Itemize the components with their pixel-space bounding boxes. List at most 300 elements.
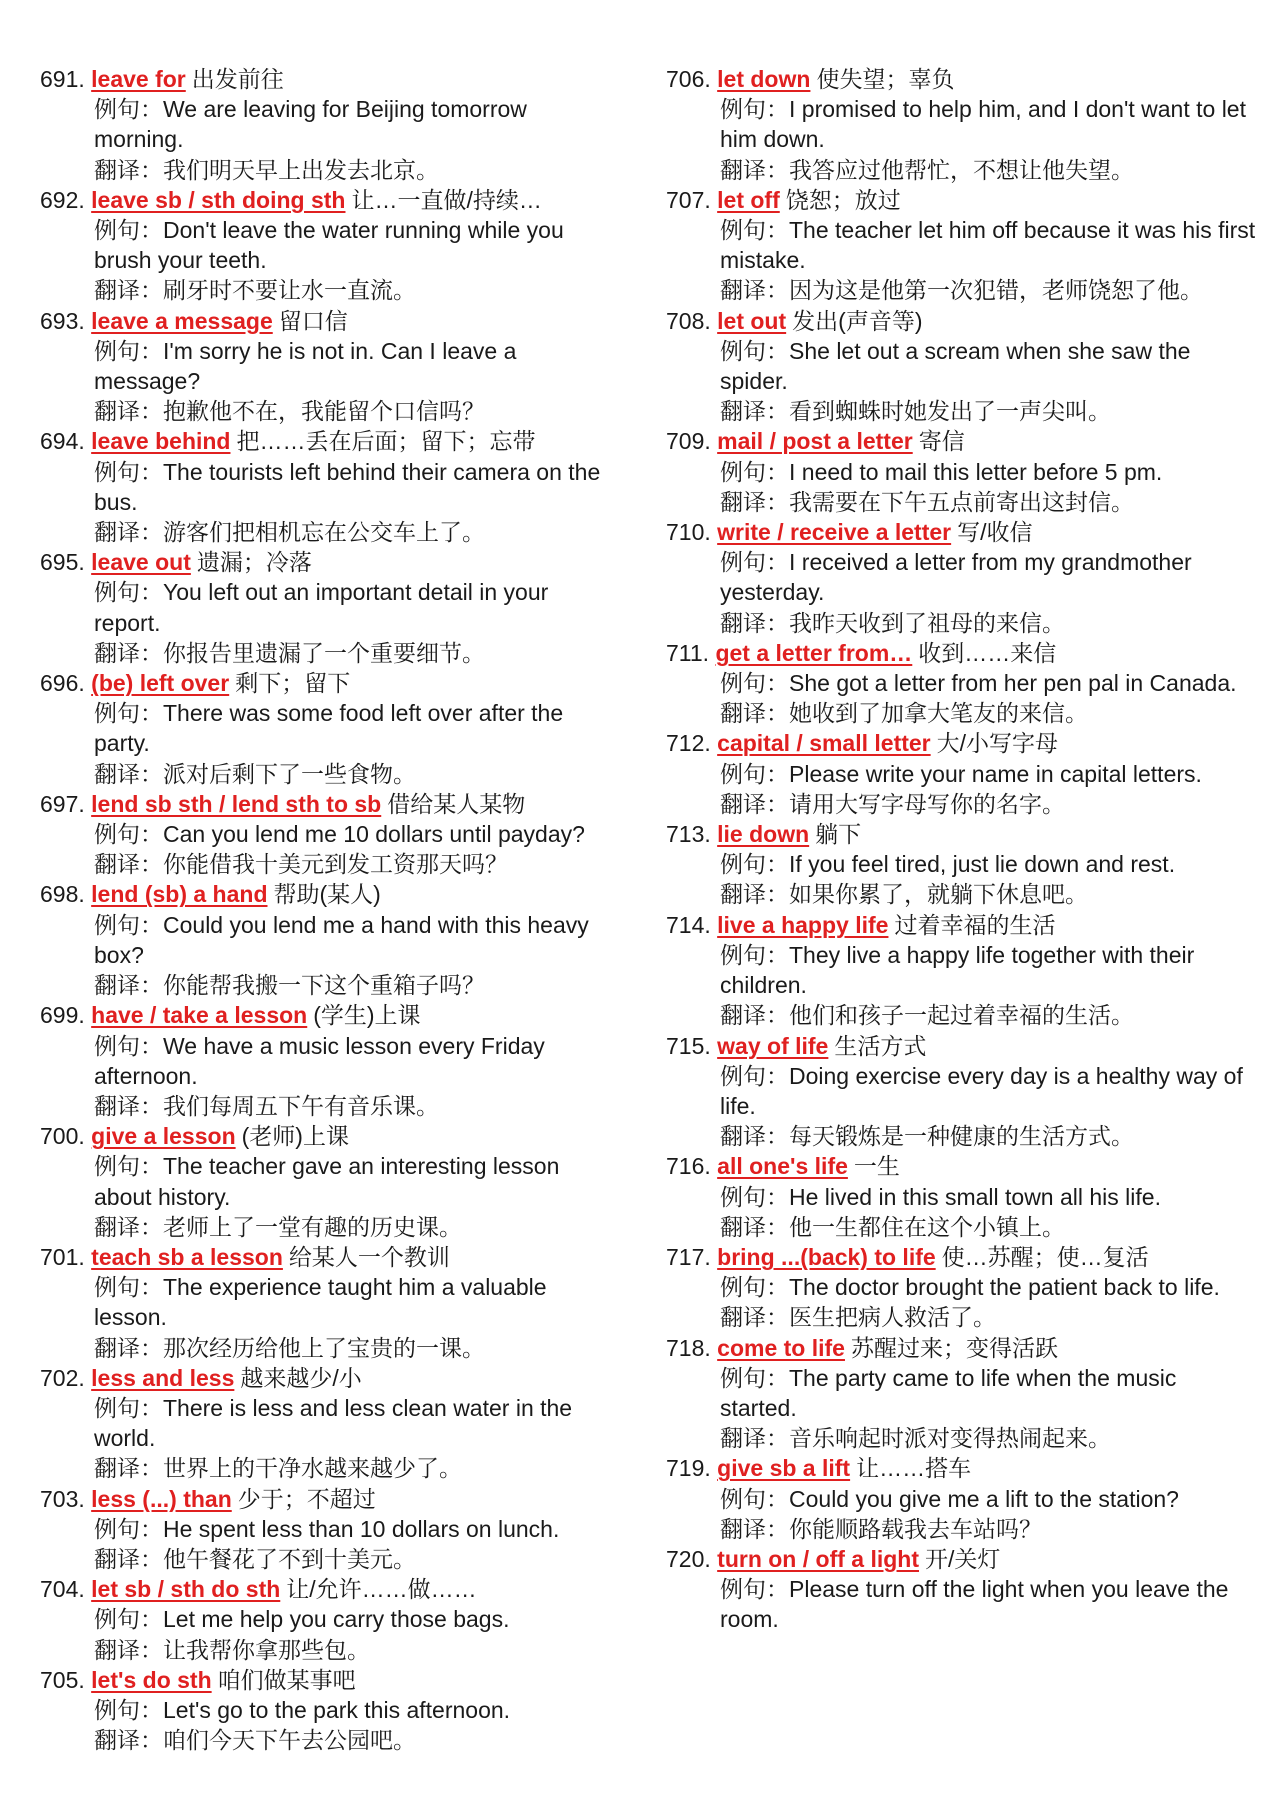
entry-meaning: (学生)上课 <box>313 1002 421 1029</box>
example-label: 例句： <box>94 217 163 244</box>
entry-heading <box>40 789 620 819</box>
example-label: 例句： <box>94 1032 163 1059</box>
entry-meaning: 剩下；留下 <box>235 670 351 697</box>
example-label: 例句： <box>94 821 163 848</box>
phrase-entry <box>666 1333 1256 1454</box>
example-label: 例句： <box>720 217 789 244</box>
entry-translation <box>40 1725 620 1755</box>
example-label: 例句： <box>720 96 789 123</box>
translation-text: 我们每周五下午有音乐课。 <box>163 1092 439 1119</box>
entry-meaning: 大/小写字母 <box>936 730 1059 757</box>
entry-heading <box>40 1121 620 1151</box>
entry-translation <box>40 638 620 668</box>
entry-meaning: 帮助(某人) <box>273 881 381 908</box>
entry-phrase: give a lesson <box>91 1123 236 1150</box>
entry-number: 716. <box>666 1153 711 1180</box>
example-label: 例句： <box>720 1485 789 1512</box>
translation-label: 翻译： <box>94 760 163 787</box>
entry-example <box>40 698 620 758</box>
entry-meaning: 饶恕；放过 <box>785 186 901 213</box>
entry-translation <box>666 698 1256 728</box>
entry-heading <box>666 517 1256 547</box>
translation-text: 音乐响起时派对变得热闹起来。 <box>789 1425 1111 1452</box>
phrase-entry <box>40 1665 620 1756</box>
entry-meaning: 生活方式 <box>834 1032 927 1059</box>
entry-number: 720. <box>666 1545 711 1572</box>
translation-label: 翻译： <box>94 1455 163 1482</box>
entry-number: 698. <box>40 881 85 908</box>
translation-label: 翻译： <box>94 1727 163 1754</box>
entry-meaning: 出发前往 <box>191 66 284 92</box>
entry-meaning: 开/关灯 <box>925 1545 1001 1572</box>
entry-number: 699. <box>40 1002 85 1029</box>
entry-phrase: teach sb a lesson <box>91 1243 283 1270</box>
entry-number: 717. <box>666 1243 711 1270</box>
entry-heading <box>666 638 1256 668</box>
entry-heading <box>666 1031 1256 1061</box>
entry-meaning: 越来越少/小 <box>240 1364 362 1391</box>
example-text: There is less and less clean water in the world. <box>94 1394 573 1452</box>
example-text: They live a happy life together with their children. <box>720 941 1195 999</box>
entry-translation <box>666 155 1256 185</box>
entry-translation <box>666 1212 1256 1242</box>
entry-translation <box>666 1302 1256 1332</box>
example-label: 例句： <box>94 337 163 364</box>
example-text: You left out an important detail in your report. <box>94 579 549 636</box>
translation-text: 世界上的干净水越来越少了。 <box>163 1455 462 1482</box>
entry-example <box>666 759 1256 789</box>
entry-example <box>40 910 620 970</box>
entry-meaning: 让…一直做/持续… <box>351 186 542 213</box>
phrase-entry <box>666 1031 1256 1152</box>
example-text: We have a music lesson every Friday afternoon. <box>94 1032 545 1089</box>
entry-example <box>666 940 1256 1000</box>
translation-text: 如果你累了，就躺下休息吧。 <box>789 881 1088 908</box>
entry-example <box>666 457 1256 487</box>
example-label: 例句： <box>720 1576 789 1603</box>
phrase-entry <box>666 728 1256 819</box>
entry-phrase: write / receive a letter <box>717 519 952 546</box>
example-text: The party came to life when the music started. <box>720 1364 1177 1421</box>
phrase-entry <box>40 1574 620 1665</box>
entry-number: 719. <box>666 1455 711 1482</box>
phrase-entry <box>40 1363 620 1484</box>
translation-text: 让我帮你拿那些包。 <box>163 1636 370 1663</box>
example-label: 例句： <box>720 760 789 787</box>
phrase-entry <box>666 638 1256 729</box>
entry-phrase: leave behind <box>91 428 231 455</box>
entry-number: 691. <box>40 66 85 92</box>
entry-meaning: 发出(声音等) <box>792 307 923 334</box>
entry-example <box>40 1393 620 1453</box>
example-label: 例句： <box>94 579 163 606</box>
entry-phrase: let's do sth <box>91 1666 212 1693</box>
phrase-entry <box>40 547 620 668</box>
entry-heading <box>40 1242 620 1272</box>
entry-translation <box>40 396 620 426</box>
entry-heading <box>666 64 1256 94</box>
example-label: 例句： <box>720 1364 789 1391</box>
phrase-entry <box>666 185 1256 306</box>
entry-heading <box>666 1151 1256 1181</box>
entry-translation <box>666 396 1256 426</box>
phrase-entry <box>666 306 1256 427</box>
entry-phrase: get a letter from… <box>715 639 913 666</box>
entry-heading <box>40 64 620 94</box>
entry-heading <box>666 1242 1256 1272</box>
entry-phrase: have / take a lesson <box>91 1002 308 1029</box>
translation-label: 翻译： <box>94 1334 163 1361</box>
entry-heading <box>40 1484 620 1514</box>
entry-phrase: leave sb / sth doing sth <box>91 186 346 213</box>
entry-translation <box>666 879 1256 909</box>
entry-meaning: 把……丢在后面；留下；忘带 <box>236 428 536 455</box>
entry-heading <box>40 879 620 909</box>
example-label: 例句： <box>94 1515 163 1542</box>
phrase-entry <box>40 64 620 185</box>
entry-number: 697. <box>40 790 85 817</box>
translation-text: 那次经历给他上了宝贵的一课。 <box>163 1334 485 1361</box>
phrase-entry <box>666 1242 1256 1333</box>
entry-heading <box>40 668 620 698</box>
phrase-entry <box>40 879 620 1000</box>
entry-meaning: 过着幸福的生活 <box>894 911 1056 938</box>
translation-text: 刷牙时不要让水一直流。 <box>163 277 416 304</box>
entry-heading <box>40 1665 620 1695</box>
entry-example <box>40 819 620 849</box>
example-text: I'm sorry he is not in. Can I leave a message? <box>94 337 517 395</box>
entry-meaning: 寄信 <box>918 428 965 455</box>
entry-number: 707. <box>666 186 711 213</box>
example-text: The teacher let him off because it was his first mistake. <box>720 217 1256 274</box>
entry-example <box>666 1574 1256 1634</box>
example-text: We are leaving for Beijing tomorrow morning. <box>94 96 527 153</box>
phrase-entry <box>666 426 1256 517</box>
entry-translation <box>40 849 620 879</box>
entry-phrase: lend sb sth / lend sth to sb <box>91 790 382 817</box>
entry-phrase: lend (sb) a hand <box>91 881 268 908</box>
entry-translation <box>666 1423 1256 1453</box>
entry-meaning: 苏醒过来；变得活跃 <box>850 1334 1058 1361</box>
entry-phrase: capital / small letter <box>717 730 931 757</box>
entry-translation <box>40 517 620 547</box>
example-label: 例句： <box>720 941 789 968</box>
entry-heading <box>40 1574 620 1604</box>
entry-meaning: 收到……来信 <box>918 639 1057 666</box>
entry-translation <box>40 759 620 789</box>
example-label: 例句： <box>720 1062 789 1089</box>
translation-text: 你能顺路载我去车站吗？ <box>789 1515 1042 1542</box>
entry-heading <box>666 185 1256 215</box>
entry-number: 701. <box>40 1243 85 1270</box>
entry-number: 715. <box>666 1032 711 1059</box>
entry-number: 696. <box>40 670 85 697</box>
entry-phrase: give sb a lift <box>717 1455 851 1482</box>
example-label: 例句： <box>94 1696 163 1723</box>
entry-number: 706. <box>666 66 711 92</box>
entry-example <box>40 1031 620 1091</box>
entry-phrase: let out <box>717 307 787 334</box>
example-label: 例句： <box>720 549 789 576</box>
example-text: Doing exercise every day is a healthy way of life. <box>720 1062 1243 1119</box>
translation-label: 翻译： <box>94 277 163 304</box>
entry-translation <box>40 1333 620 1363</box>
entry-meaning: 遗漏；冷落 <box>196 549 312 576</box>
entry-phrase: mail / post a letter <box>717 428 913 455</box>
translation-text: 因为这是他第一次犯错，老师饶恕了他。 <box>789 277 1203 304</box>
translation-text: 你能借我十美元到发工资那天吗？ <box>163 851 508 878</box>
entry-example <box>666 1061 1256 1121</box>
example-text: Let's go to the park this afternoon. <box>163 1696 511 1723</box>
entry-phrase: bring ...(back) to life <box>717 1243 936 1270</box>
translation-text: 他一生都住在这个小镇上。 <box>789 1213 1065 1240</box>
entry-meaning: 让/允许……做…… <box>286 1576 477 1603</box>
translation-text: 你报告里遗漏了一个重要细节。 <box>163 639 485 666</box>
entry-heading <box>40 1000 620 1030</box>
entry-phrase: turn on / off a light <box>717 1545 920 1572</box>
entry-translation <box>40 275 620 305</box>
entry-meaning: 一生 <box>853 1153 900 1180</box>
translation-label: 翻译： <box>720 277 789 304</box>
entry-number: 692. <box>40 186 85 213</box>
entry-heading <box>666 1333 1256 1363</box>
translation-text: 派对后剩下了一些食物。 <box>163 760 416 787</box>
phrase-entry <box>40 185 620 306</box>
entry-example <box>666 1484 1256 1514</box>
example-label: 例句： <box>94 1274 163 1301</box>
example-text: Let me help you carry those bags. <box>163 1606 510 1633</box>
entry-example <box>666 849 1256 879</box>
translation-label: 翻译： <box>720 488 789 515</box>
translation-label: 翻译： <box>720 790 789 817</box>
entry-phrase: leave for <box>91 66 186 92</box>
phrase-entry <box>40 668 620 789</box>
entry-phrase: less (...) than <box>91 1485 232 1512</box>
phrase-entry <box>666 64 1256 185</box>
entry-number: 708. <box>666 307 711 334</box>
phrase-entry <box>40 426 620 547</box>
entry-number: 705. <box>40 1666 85 1693</box>
entry-phrase: lie down <box>717 821 810 848</box>
translation-label: 翻译： <box>94 972 163 999</box>
entry-translation <box>666 1121 1256 1151</box>
entry-heading <box>666 306 1256 336</box>
entry-meaning: 留口信 <box>278 307 348 334</box>
entry-example <box>666 336 1256 396</box>
entry-meaning: 给某人一个教训 <box>288 1243 450 1270</box>
entry-meaning: 躺下 <box>815 821 862 848</box>
translation-label: 翻译： <box>94 639 163 666</box>
translation-label: 翻译： <box>94 1213 163 1240</box>
phrase-entry <box>666 1453 1256 1544</box>
example-text: The teacher gave an interesting lesson about history. <box>94 1153 560 1210</box>
example-text: Don't leave the water running while you brush your teeth. <box>94 217 564 274</box>
phrase-entry <box>40 789 620 880</box>
entry-number: 694. <box>40 428 85 455</box>
entry-heading <box>40 306 620 336</box>
entry-heading <box>666 1453 1256 1483</box>
entry-number: 700. <box>40 1123 85 1150</box>
entry-number: 710. <box>666 519 711 546</box>
example-label: 例句： <box>94 700 163 727</box>
translation-text: 我昨天收到了祖母的来信。 <box>789 609 1065 636</box>
example-label: 例句： <box>94 458 163 485</box>
example-text: Please write your name in capital letters. <box>789 760 1202 787</box>
example-text: The tourists left behind their camera on the bus. <box>94 458 601 515</box>
entry-number: 711. <box>666 639 710 666</box>
translation-label: 翻译： <box>94 1545 163 1572</box>
entry-translation <box>40 1635 620 1665</box>
entry-number: 702. <box>40 1364 85 1391</box>
translation-label: 翻译： <box>720 700 789 727</box>
translation-label: 翻译： <box>720 1515 789 1542</box>
entry-heading <box>40 547 620 577</box>
entry-example <box>40 1604 620 1634</box>
entry-phrase: leave a message <box>91 307 273 334</box>
example-label: 例句： <box>94 911 163 938</box>
example-label: 例句： <box>94 1394 163 1421</box>
phrase-entry <box>666 517 1256 638</box>
translation-text: 游客们把相机忘在公交车上了。 <box>163 519 485 546</box>
entry-number: 713. <box>666 821 711 848</box>
phrase-entry <box>666 1544 1256 1635</box>
example-text: I promised to help him, and I don't want to let him down. <box>720 96 1246 153</box>
entry-translation <box>40 1544 620 1574</box>
entry-example <box>666 1272 1256 1302</box>
entry-example <box>40 1695 620 1725</box>
entry-translation <box>40 970 620 1000</box>
entry-meaning: 使…苏醒；使…复活 <box>941 1243 1149 1270</box>
translation-label: 翻译： <box>720 1213 789 1240</box>
entry-number: 704. <box>40 1576 85 1603</box>
entry-meaning: (老师)上课 <box>241 1123 349 1150</box>
entry-translation <box>666 487 1256 517</box>
entry-translation <box>666 608 1256 638</box>
phrase-entry <box>666 910 1256 1031</box>
translation-text: 我们明天早上出发去北京。 <box>163 156 439 183</box>
translation-text: 你能帮我搬一下这个重箱子吗？ <box>163 972 485 999</box>
example-text: Please turn off the light when you leave the room. <box>720 1576 1229 1633</box>
entry-example <box>40 1272 620 1332</box>
example-text: The experience taught him a valuable lesson. <box>94 1274 547 1331</box>
example-label: 例句： <box>720 670 789 697</box>
entry-number: 712. <box>666 730 711 757</box>
entry-meaning: 少于；不超过 <box>237 1485 376 1512</box>
translation-text: 她收到了加拿大笔友的来信。 <box>789 700 1088 727</box>
entry-phrase: come to life <box>717 1334 845 1361</box>
entry-heading <box>666 819 1256 849</box>
entry-meaning: 使失望；辜负 <box>816 66 955 92</box>
translation-text: 老师上了一堂有趣的历史课。 <box>163 1213 462 1240</box>
translation-label: 翻译： <box>720 1123 789 1150</box>
example-text: Could you give me a lift to the station? <box>789 1485 1179 1512</box>
translation-text: 他午餐花了不到十美元。 <box>163 1545 416 1572</box>
example-label: 例句： <box>94 1153 163 1180</box>
entry-translation <box>40 1091 620 1121</box>
left-column <box>40 64 620 1755</box>
entry-example <box>40 215 620 275</box>
example-text: The doctor brought the patient back to life. <box>789 1274 1220 1301</box>
phrase-entry <box>40 1000 620 1121</box>
entry-number: 695. <box>40 549 85 576</box>
example-text: Could you lend me a hand with this heavy box? <box>94 911 589 968</box>
translation-text: 我答应过他帮忙，不想让他失望。 <box>789 156 1134 183</box>
translation-text: 请用大写字母写你的名字。 <box>789 790 1065 817</box>
translation-label: 翻译： <box>720 1002 789 1029</box>
entry-example <box>666 547 1256 607</box>
entry-number: 718. <box>666 1334 711 1361</box>
entry-translation <box>666 1000 1256 1030</box>
entry-heading <box>666 426 1256 456</box>
translation-text: 看到蜘蛛时她发出了一声尖叫。 <box>789 398 1111 425</box>
translation-text: 我需要在下午五点前寄出这封信。 <box>789 488 1134 515</box>
entry-phrase: let down <box>717 66 811 92</box>
entry-meaning: 咱们做某事吧 <box>217 1666 356 1693</box>
phrase-entry <box>666 819 1256 910</box>
entry-number: 703. <box>40 1485 85 1512</box>
example-label: 例句： <box>94 96 163 123</box>
entry-translation <box>40 155 620 185</box>
phrase-entry <box>40 1121 620 1242</box>
entry-heading <box>666 728 1256 758</box>
example-label: 例句： <box>720 458 789 485</box>
entry-meaning: 写/收信 <box>957 519 1033 546</box>
translation-label: 翻译： <box>94 1636 163 1663</box>
entry-heading <box>666 1544 1256 1574</box>
entry-phrase: less and less <box>91 1364 235 1391</box>
right-column <box>666 64 1256 1635</box>
translation-label: 翻译： <box>720 398 789 425</box>
example-text: If you feel tired, just lie down and rest. <box>789 851 1176 878</box>
entry-meaning: 让……搭车 <box>856 1455 972 1482</box>
entry-phrase: let off <box>717 186 780 213</box>
translation-text: 咱们今天下午去公园吧。 <box>163 1727 416 1754</box>
example-text: I need to mail this letter before 5 pm. <box>789 458 1163 485</box>
translation-label: 翻译： <box>94 851 163 878</box>
entry-translation <box>666 789 1256 819</box>
example-text: There was some food left over after the party. <box>94 700 564 757</box>
example-text: She got a letter from her pen pal in Canada. <box>789 670 1237 697</box>
entry-example <box>666 668 1256 698</box>
example-label: 例句： <box>720 1183 789 1210</box>
phrase-entry <box>666 1151 1256 1242</box>
translation-label: 翻译： <box>94 1092 163 1119</box>
translation-label: 翻译： <box>94 398 163 425</box>
entry-heading <box>40 185 620 215</box>
entry-example <box>666 1363 1256 1423</box>
translation-text: 抱歉他不在，我能留个口信吗？ <box>163 398 485 425</box>
entry-example <box>40 457 620 517</box>
entry-example <box>40 336 620 396</box>
entry-number: 709. <box>666 428 711 455</box>
entry-example <box>40 1151 620 1211</box>
entry-example <box>666 215 1256 275</box>
entry-example <box>40 1514 620 1544</box>
translation-label: 翻译： <box>720 1304 789 1331</box>
example-label: 例句： <box>720 1274 789 1301</box>
translation-label: 翻译： <box>94 156 163 183</box>
translation-label: 翻译： <box>720 156 789 183</box>
entry-phrase: let sb / sth do sth <box>91 1576 281 1603</box>
entry-phrase: all one's life <box>717 1153 848 1180</box>
example-label: 例句： <box>94 1606 163 1633</box>
translation-text: 他们和孩子一起过着幸福的生活。 <box>789 1002 1134 1029</box>
translation-label: 翻译： <box>720 881 789 908</box>
entry-heading <box>40 426 620 456</box>
example-text: I received a letter from my grandmother yesterday. <box>720 549 1192 606</box>
example-label: 例句： <box>720 851 789 878</box>
example-text: He spent less than 10 dollars on lunch. <box>163 1515 560 1542</box>
